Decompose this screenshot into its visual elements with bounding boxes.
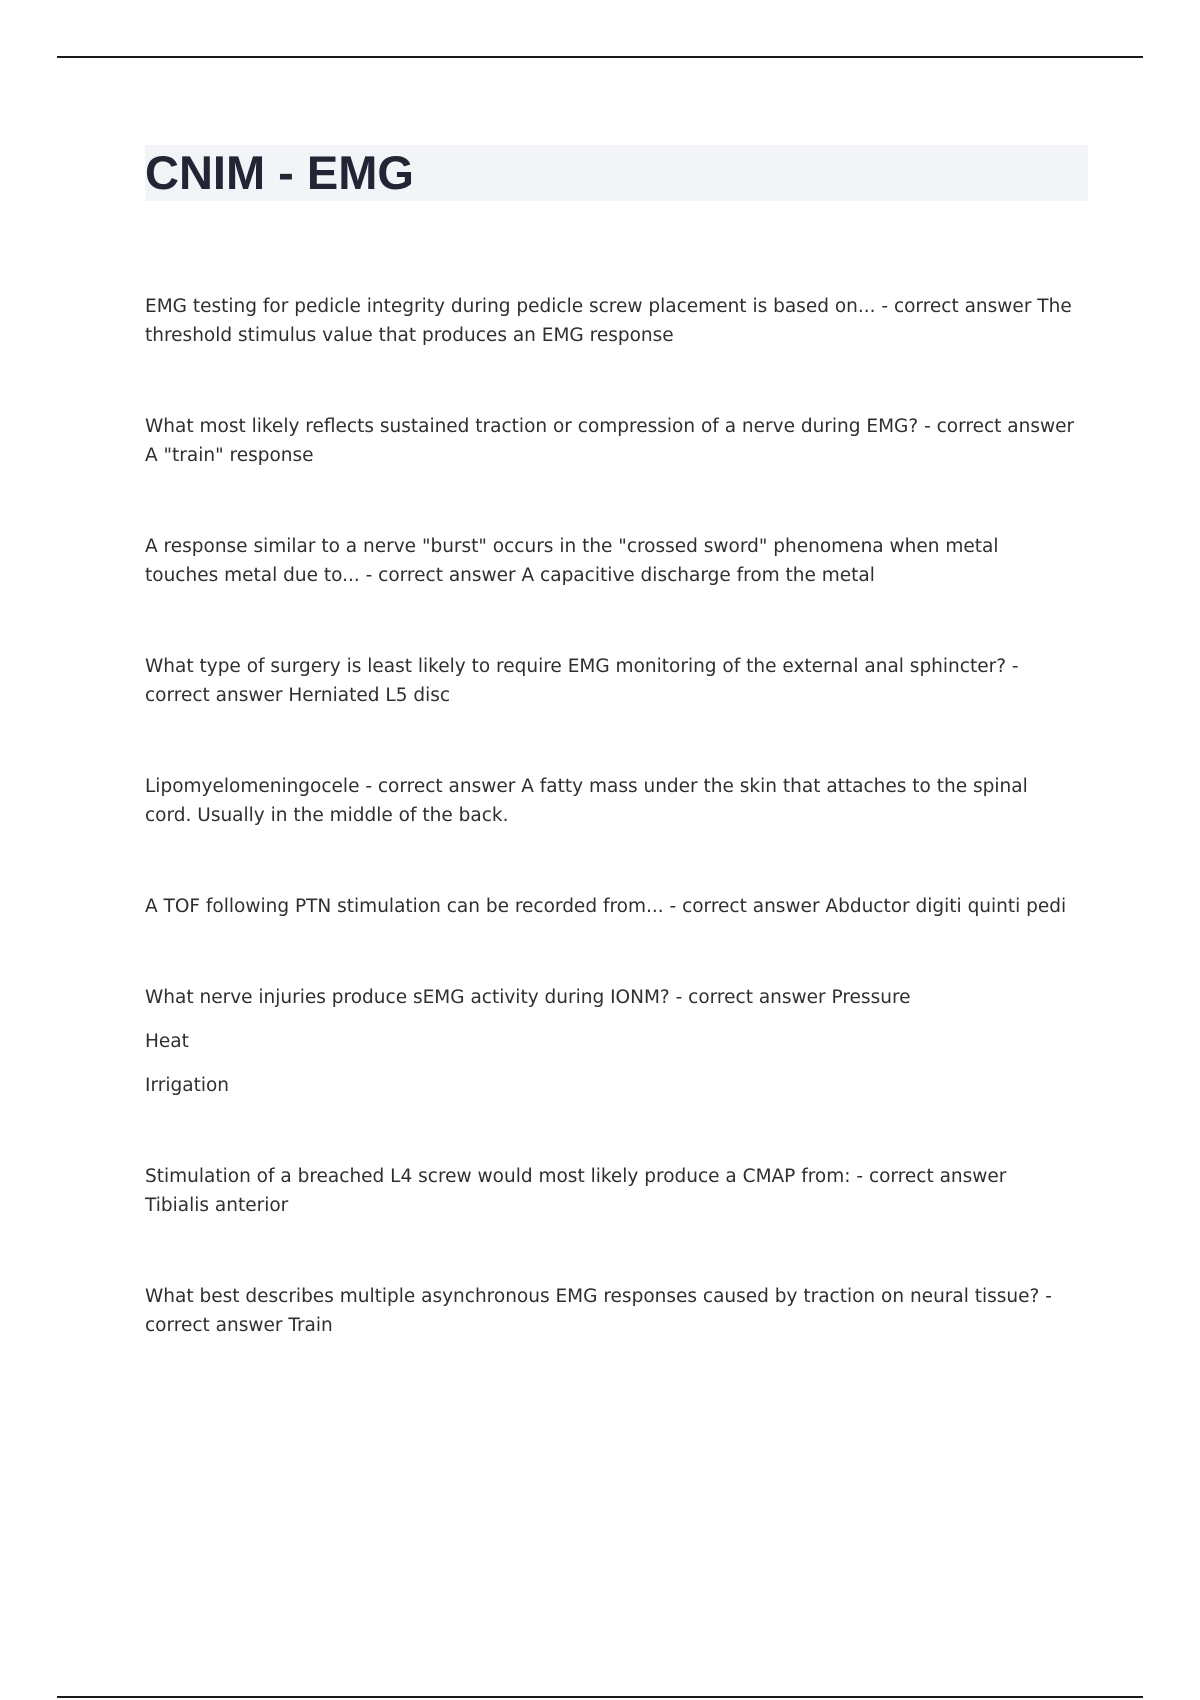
- qa-item: [145, 1162, 1075, 1220]
- qa-item: [145, 412, 1075, 470]
- qa-text: EMG testing for pedicle integrity during pedicle screw placement is based on... - correct answer The threshold stimulus value that produces an EMG response: [145, 296, 1072, 346]
- document-title: CNIM - EMG: [145, 146, 414, 199]
- qa-text: Stimulation of a breached L4 screw would most likely produce a CMAP from: - correct answer Tibialis anterior: [145, 1166, 1007, 1216]
- qa-text: What nerve injuries produce sEMG activity during IONM? - correct answer Pressure: [145, 987, 911, 1008]
- qa-text: A TOF following PTN stimulation can be recorded from... - correct answer Abductor digiti quinti pedi: [145, 896, 1067, 917]
- qa-item: [145, 892, 1075, 921]
- qa-text: What best describes multiple asynchronous EMG responses caused by traction on neural tissue? - correct answer Train: [145, 1286, 1052, 1336]
- bottom-rule: [57, 1696, 1143, 1698]
- qa-item: [145, 532, 1075, 590]
- qa-item: [145, 772, 1075, 830]
- qa-text: A response similar to a nerve "burst" occurs in the "crossed sword" phenomena when metal touches metal due to... - correct answer A capacitive discharge from the metal: [145, 536, 999, 586]
- qa-text: Lipomyelomeningocele - correct answer A fatty mass under the skin that attaches to the spinal cord. Usually in the middle of the back.: [145, 776, 1028, 826]
- qa-extra-line: Irrigation: [145, 1075, 229, 1096]
- qa-item: [145, 1282, 1075, 1340]
- qa-extra-line: Heat: [145, 1031, 189, 1052]
- qa-text: What type of surgery is least likely to require EMG monitoring of the external anal sphincter? - correct answer Herniated L5 disc: [145, 656, 1019, 706]
- qa-text: What most likely reflects sustained traction or compression of a nerve during EMG? - correct answer A "train" response: [145, 416, 1075, 466]
- qa-list: [145, 292, 1075, 1402]
- qa-item: [145, 652, 1075, 710]
- qa-item: [145, 292, 1075, 350]
- top-rule: [57, 56, 1143, 58]
- qa-item: [145, 983, 1075, 1100]
